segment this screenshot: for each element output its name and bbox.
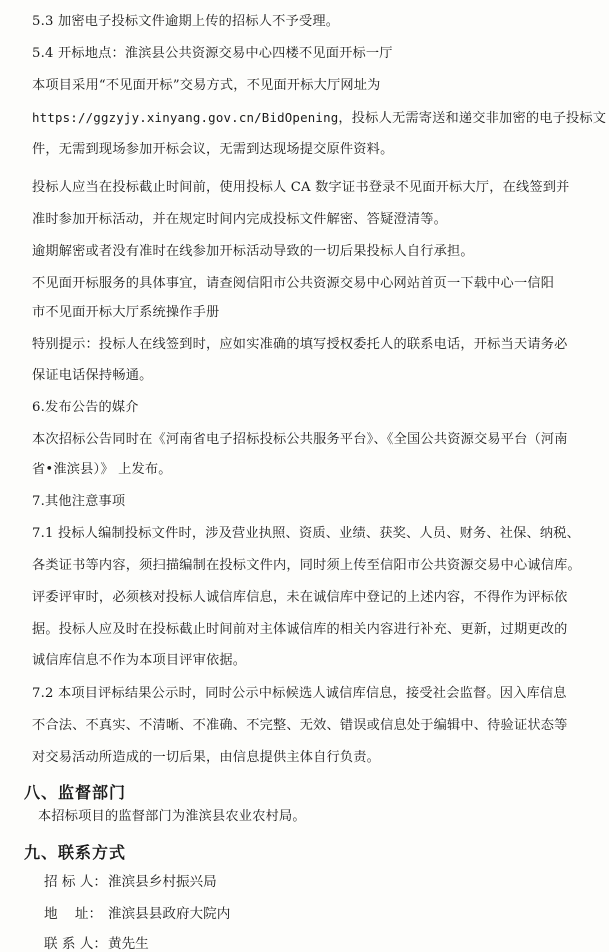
para-line: 各类证书等内容，须扫描编制在投标文件内，同时须上传至信阳市公共资源交易中心诚信库。: [32, 558, 581, 573]
contact-label: 地 址：: [44, 906, 103, 922]
contact-row-tenderer: [44, 870, 217, 890]
para-line: [32, 110, 606, 127]
section-9-heading: 九、联系方式: [24, 843, 127, 862]
para-line: 省•淮滨县）》 上发布。: [32, 462, 172, 477]
para-line: 对交易活动所造成的一切后果，由信息提供主体自行负责。: [32, 750, 381, 765]
para-line: 本项目采用“不见面开标”交易方式，不见面开标大厅网址为: [32, 78, 381, 93]
para-line: 准时参加开标活动，并在规定时间内完成投标文件解密、答疑澄清等。: [32, 212, 448, 227]
para-7-2: 7.2 本项目评标结果公示时，同时公示中标候选人诚信库信息，接受社会监督。因入库信息: [32, 686, 567, 701]
section-7-title: 7.其他注意事项: [32, 494, 126, 509]
contact-value: 淮滨县县政府大院内: [108, 906, 231, 922]
para-line: 保证电话保持畅通。: [32, 368, 153, 383]
para-line: 件，无需到现场参加开标会议，无需到达现场提交原件资料。: [32, 142, 394, 157]
contact-value: 黄先生: [108, 936, 149, 952]
para-7-1: 7.1 投标人编制投标文件时，涉及营业执照、资质、业绩、获奖、人员、财务、社保、纳税、: [32, 526, 581, 541]
contact-row-person: [44, 932, 149, 952]
section-6-title: 6.发布公告的媒介: [32, 400, 139, 415]
para-line: 据。投标人应及时在投标截止时间前对主体诚信库的相关内容进行补充、更新，过期更改的: [32, 622, 568, 637]
supervision-text: 本招标项目的监督部门为淮滨县农业农村局。: [38, 809, 306, 824]
para-line: 不见面开标服务的具体事宜，请查阅信阳市公共资源交易中心网站首页一下载中心一信阳: [32, 276, 555, 291]
para-line: 诚信库信息不作为本项目评审依据。: [32, 653, 247, 668]
contact-value: 淮滨县乡村振兴局: [108, 874, 217, 890]
bid-opening-url[interactable]: https://ggzyjy.xinyang.gov.cn/BidOpening: [32, 110, 339, 125]
para-line: 市不见面开标大厅系统操作手册: [32, 305, 220, 320]
contact-label: 联 系 人：: [44, 936, 108, 952]
para-line: 不合法、不真实、不清晰、不准确、不完整、无效、错误或信息处于编辑中、待验证状态等: [32, 718, 568, 733]
contact-label: 招 标 人：: [44, 874, 108, 890]
section-8-heading: 八、监督部门: [24, 783, 127, 802]
para-line: 投标人应当在投标截止时间前，使用投标人 CA 数字证书登录不见面开标大厅，在线签到并: [32, 180, 570, 195]
para-line: 本次招标公告同时在《河南省电子招标投标公共服务平台》、《全国公共资源交易平台（河南: [32, 432, 568, 447]
special-notice: 特别提示：投标人在线签到时，应如实准确的填写授权委托人的联系电话，开标当天请务必: [32, 337, 568, 352]
para-5-4: 5.4 开标地点：淮滨县公共资源交易中心四楼不见面开标一厅: [32, 46, 393, 61]
para-line: 逾期解密或者没有准时在线参加开标活动导致的一切后果投标人自行承担。: [32, 244, 474, 259]
para-5-3: 5.3 加密电子投标文件逾期上传的招标人不予受理。: [32, 14, 340, 29]
para-text: ，投标人无需寄送和递交非加密的电子投标文: [338, 111, 607, 126]
contact-row-address: [44, 902, 230, 922]
para-line: 评委评审时，必须核对投标人诚信库信息，未在诚信库中登记的上述内容，不得作为评标依: [32, 590, 568, 605]
